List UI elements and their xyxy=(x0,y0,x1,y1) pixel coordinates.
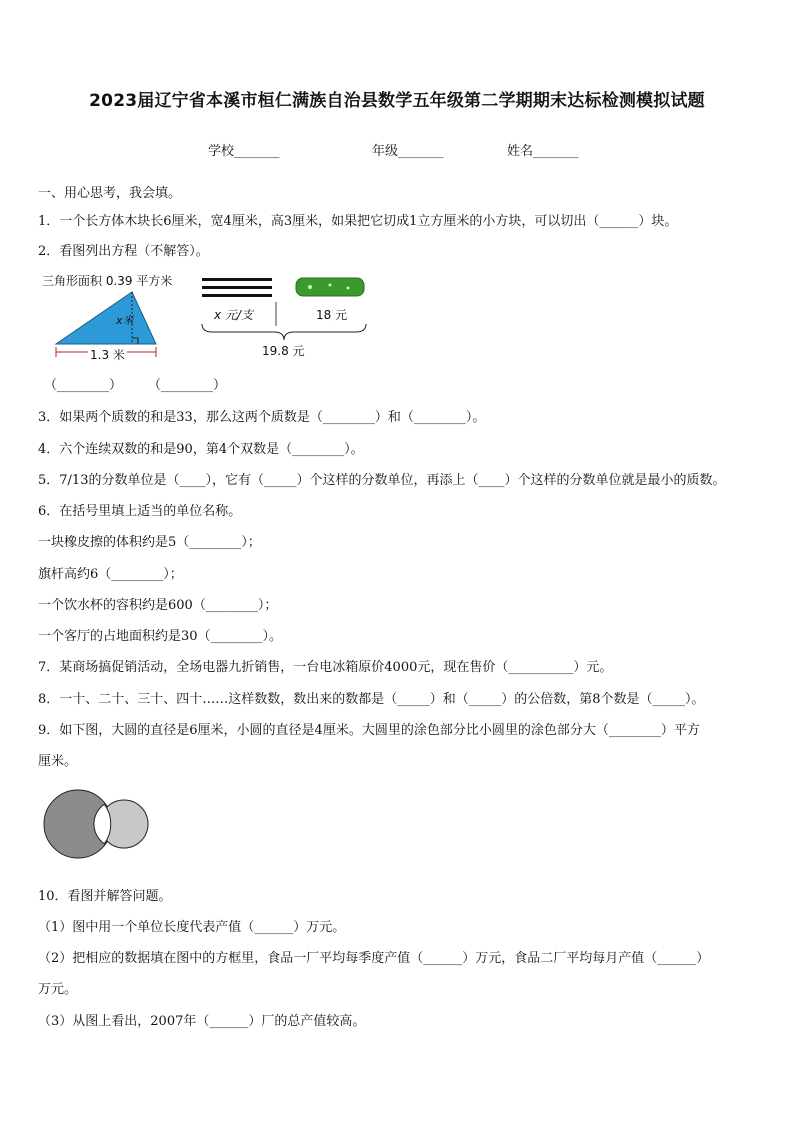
question-9: 9．如下图，大圆的直径是6厘米，小圆的直径是4厘米。大圆里的涂色部分比小圆里的涂色部分大（________）平方 xyxy=(38,723,700,738)
triangle-shape xyxy=(56,292,156,344)
height-label: x米 xyxy=(116,314,134,327)
pen-1 xyxy=(202,278,272,281)
question-6: 6．在括号里填上适当的单位名称。 xyxy=(38,504,242,519)
total-label: 19.8 元 xyxy=(262,344,305,358)
section-heading: 一、用心思考，我会填。 xyxy=(38,186,182,201)
question-6d: 一个客厅的占地面积约是30（________）。 xyxy=(38,629,283,644)
question-2: 2．看图列出方程（不解答）。 xyxy=(38,244,209,259)
grade-field: 年级_______ xyxy=(372,144,444,159)
total-brace xyxy=(202,324,366,340)
question-10-2-cont: 万元。 xyxy=(38,982,78,997)
pen-3 xyxy=(202,294,272,297)
question-7: 7．某商场搞促销活动，全场电器九折销售，一台电冰箱原价4000元，现在售价（__________）元。 xyxy=(38,660,613,675)
question-4: 4．六个连续双数的和是90，第4个双数是（________）。 xyxy=(38,442,364,457)
triangle-figure xyxy=(42,268,202,368)
pens-figure xyxy=(198,272,378,362)
triangle-caption: 三角形面积 0.39 平方米 xyxy=(42,274,173,288)
base-label: 1.3 米 xyxy=(90,348,125,362)
pen-box-dot xyxy=(347,287,350,290)
question-10: 10．看图并解答问题。 xyxy=(38,889,172,904)
pen-box-dot xyxy=(308,285,312,289)
question-9-cont: 厘米。 xyxy=(38,754,78,769)
question-10-1: （1）图中用一个单位长度代表产值（______）万元。 xyxy=(38,920,346,935)
page-title: 2023届辽宁省本溪市桓仁满族自治县数学五年级第二学期期末达标检测模拟试题 xyxy=(89,91,705,111)
question-6b: 旗杆高约6（________）； xyxy=(38,567,183,582)
question-6c: 一个饮水杯的容积约是600（________）； xyxy=(38,598,278,613)
price-label: x 元/支 xyxy=(214,308,253,322)
box-label: 18 元 xyxy=(316,308,348,322)
pen-box-icon xyxy=(296,278,364,296)
question-6a: 一块橡皮擦的体积约是5（________）； xyxy=(38,535,261,550)
school-field: 学校_______ xyxy=(208,144,280,159)
question-2-answers: （________） （________） xyxy=(44,378,227,393)
name-field: 姓名_______ xyxy=(507,144,579,159)
question-8: 8．一十、二十、三十、四十……这样数数，数出来的数都是（_____）和（_____）的公倍数，第8个数是（_____）。 xyxy=(38,692,705,707)
question-5: 5．7/13的分数单位是（____），它有（_____）个这样的分数单位，再添上（____）个这样的分数单位就是最小的质数。 xyxy=(38,473,726,488)
question-1: 1．一个长方体木块长6厘米，宽4厘米，高3厘米，如果把它切成1立方厘米的小方块，可以切出（______）块。 xyxy=(38,214,678,229)
circles-figure xyxy=(40,785,160,865)
pen-box-dot xyxy=(329,284,332,287)
pen-2 xyxy=(202,286,272,289)
question-10-3: （3）从图上看出，2007年（______）厂的总产值较高。 xyxy=(38,1014,366,1029)
question-10-2: （2）把相应的数据填在图中的方框里，食品一厂平均每季度产值（______）万元，食品二厂平均每月产值（______） xyxy=(38,951,710,966)
question-3: 3．如果两个质数的和是33，那么这两个质数是（________）和（________）。 xyxy=(38,410,486,425)
